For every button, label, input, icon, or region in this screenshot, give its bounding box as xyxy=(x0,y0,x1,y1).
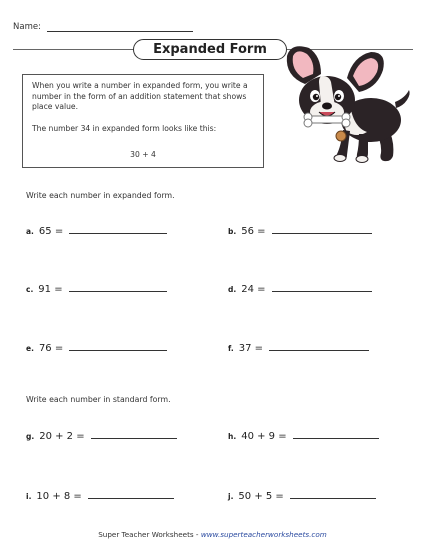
problem-f xyxy=(228,341,369,354)
answer-line[interactable] xyxy=(88,489,174,499)
problem-expression: 50 + 5 = xyxy=(238,491,284,502)
problem-e xyxy=(26,341,167,354)
footer-brand: Super Teacher Worksheets xyxy=(98,530,194,539)
footer-site-link[interactable]: www.superteacherworksheets.com xyxy=(200,530,327,539)
problem-g xyxy=(26,429,177,442)
problem-d xyxy=(228,282,372,295)
problem-letter: d. xyxy=(228,285,237,294)
problem-c xyxy=(26,282,167,295)
dog-illustration xyxy=(283,40,415,170)
problem-expression: 56 = xyxy=(241,226,266,237)
answer-line[interactable] xyxy=(69,282,167,292)
problem-letter: h. xyxy=(228,432,237,441)
info-example: The number 34 in expanded form looks like this: xyxy=(32,124,217,133)
answer-line[interactable] xyxy=(272,282,372,292)
problem-letter: a. xyxy=(26,227,34,236)
problem-letter: c. xyxy=(26,285,34,294)
name-label: Name: xyxy=(13,22,41,32)
section-instruction: Write each number in standard form. xyxy=(26,395,171,404)
answer-line[interactable] xyxy=(69,224,167,234)
problem-letter: j. xyxy=(228,492,234,501)
problem-a xyxy=(26,224,167,237)
name-line[interactable] xyxy=(47,31,193,32)
answer-line[interactable] xyxy=(91,429,177,439)
answer-line[interactable] xyxy=(269,341,369,351)
answer-line[interactable] xyxy=(293,429,379,439)
problem-expression: 91 = xyxy=(38,284,63,295)
answer-line[interactable] xyxy=(69,341,167,351)
footer xyxy=(0,530,425,539)
answer-line[interactable] xyxy=(290,489,376,499)
problem-expression: 76 = xyxy=(38,343,64,354)
info-example-answer: 30 + 4 xyxy=(130,150,156,159)
problem-letter: f. xyxy=(228,344,234,353)
problem-h xyxy=(228,429,379,442)
problem-expression: 20 + 2 = xyxy=(39,431,85,442)
info-box xyxy=(22,74,264,168)
problem-letter: i. xyxy=(26,492,32,501)
answer-line[interactable] xyxy=(272,224,372,234)
problem-expression: 65 = xyxy=(38,226,64,237)
problem-j xyxy=(228,489,376,502)
info-text: When you write a number in expanded form, you write a number in the form of an addition statement that shows place value. xyxy=(32,81,248,112)
problem-i xyxy=(26,489,174,502)
problem-letter: g. xyxy=(26,432,35,441)
problem-b xyxy=(228,224,372,237)
problem-letter: e. xyxy=(26,344,34,353)
section-instruction: Write each number in expanded form. xyxy=(26,191,175,200)
problem-expression: 24 = xyxy=(241,284,266,295)
problem-expression: 40 + 9 = xyxy=(241,431,287,442)
problem-expression: 10 + 8 = xyxy=(36,491,82,502)
page-title: Expanded Form xyxy=(133,39,287,60)
footer-separator: - xyxy=(193,530,201,539)
problem-expression: 37 = xyxy=(238,343,263,354)
problem-letter: b. xyxy=(228,227,237,236)
